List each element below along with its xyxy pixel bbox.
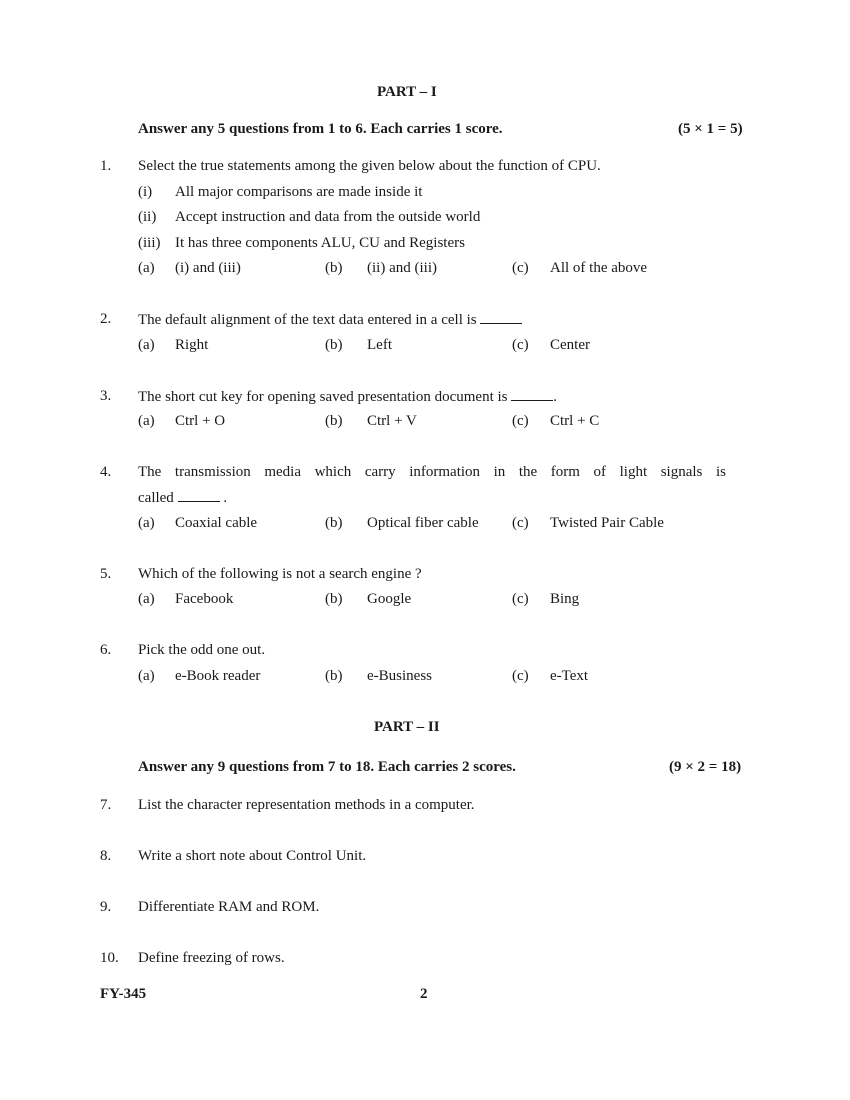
statement-label: (ii) xyxy=(138,209,157,225)
question-trail: . xyxy=(553,389,557,405)
option-label: (b) xyxy=(325,668,343,684)
option-text: Facebook xyxy=(175,591,234,607)
option-label: (b) xyxy=(325,337,343,353)
option-label: (c) xyxy=(512,591,529,607)
question-text: Write a short note about Control Unit. xyxy=(138,848,367,864)
option-label: (c) xyxy=(512,260,529,276)
answer-blank xyxy=(480,311,522,324)
option-text: Google xyxy=(367,591,412,607)
option-text: Coaxial cable xyxy=(175,515,258,531)
option-label: (b) xyxy=(325,260,343,276)
statement-label: (i) xyxy=(138,184,153,200)
option-text: Twisted Pair Cable xyxy=(550,515,664,531)
option-label: (a) xyxy=(138,413,155,429)
option-label: (a) xyxy=(138,515,155,531)
option-text: Ctrl + C xyxy=(550,413,600,429)
question-text: Which of the following is not a search engine ? xyxy=(138,566,422,582)
option-label: (c) xyxy=(512,337,529,353)
option-label: (b) xyxy=(325,591,343,607)
option-label: (a) xyxy=(138,668,155,684)
question-trail: . xyxy=(223,490,228,506)
statement-text: All major comparisons are made inside it xyxy=(175,184,423,200)
question-text: Pick the odd one out. xyxy=(138,642,266,658)
page-number: 2 xyxy=(420,986,428,1002)
question-text-line xyxy=(138,489,227,507)
question-text: Select the true statements among the given below about the function of CPU. xyxy=(138,158,601,174)
question-number: 10. xyxy=(100,950,119,966)
part-2-title: PART – II xyxy=(374,719,440,735)
option-text: Bing xyxy=(550,591,580,607)
question-text-continued: called xyxy=(138,490,174,506)
option-text: Center xyxy=(550,337,590,353)
answer-blank xyxy=(178,489,220,502)
option-label: (c) xyxy=(512,668,529,684)
option-label: (c) xyxy=(512,413,529,429)
question-number: 9. xyxy=(100,899,112,915)
part-1-instruction: Answer any 5 questions from 1 to 6. Each carries 1 score. xyxy=(138,121,503,137)
question-text-line xyxy=(138,388,557,406)
option-text: (i) and (iii) xyxy=(175,260,241,276)
question-number: 8. xyxy=(100,848,112,864)
part-1-marks: (5 × 1 = 5) xyxy=(678,121,743,137)
answer-blank xyxy=(511,388,553,401)
option-text: All of the above xyxy=(550,260,648,276)
question-number: 2. xyxy=(100,311,112,327)
question-text: Define freezing of rows. xyxy=(138,950,285,966)
option-text: e-Book reader xyxy=(175,668,261,684)
part-2-instruction: Answer any 9 questions from 7 to 18. Each carries 2 scores. xyxy=(138,759,516,775)
option-label: (a) xyxy=(138,591,155,607)
option-text: e-Business xyxy=(367,668,432,684)
option-text: (ii) and (iii) xyxy=(367,260,437,276)
question-text: The transmission media which carry information in the form of light signals is xyxy=(138,464,726,480)
question-text-line xyxy=(138,311,522,329)
question-number: 5. xyxy=(100,566,112,582)
option-label: (c) xyxy=(512,515,529,531)
question-text: Differentiate RAM and ROM. xyxy=(138,899,320,915)
option-label: (a) xyxy=(138,337,155,353)
question-number: 7. xyxy=(100,797,112,813)
question-text: List the character representation methods in a computer. xyxy=(138,797,475,813)
question-number: 6. xyxy=(100,642,112,658)
question-number: 3. xyxy=(100,388,112,404)
option-text: Right xyxy=(175,337,209,353)
statement-text: Accept instruction and data from the outside world xyxy=(175,209,481,225)
question-text: The short cut key for opening saved presentation document is xyxy=(138,389,508,405)
option-text: Optical fiber cable xyxy=(367,515,479,531)
part-2-marks: (9 × 2 = 18) xyxy=(669,759,742,775)
option-label: (b) xyxy=(325,515,343,531)
question-number: 4. xyxy=(100,464,112,480)
option-text: e-Text xyxy=(550,668,589,684)
question-number: 1. xyxy=(100,158,112,174)
part-1-title: PART – I xyxy=(377,84,437,100)
question-text: The default alignment of the text data entered in a cell is xyxy=(138,312,477,328)
option-text: Left xyxy=(367,337,392,353)
option-text: Ctrl + V xyxy=(367,413,417,429)
statement-label: (iii) xyxy=(138,235,161,251)
paper-code: FY-345 xyxy=(100,986,147,1002)
statement-text: It has three components ALU, CU and Registers xyxy=(175,235,465,251)
option-text: Ctrl + O xyxy=(175,413,226,429)
option-label: (a) xyxy=(138,260,155,276)
option-label: (b) xyxy=(325,413,343,429)
